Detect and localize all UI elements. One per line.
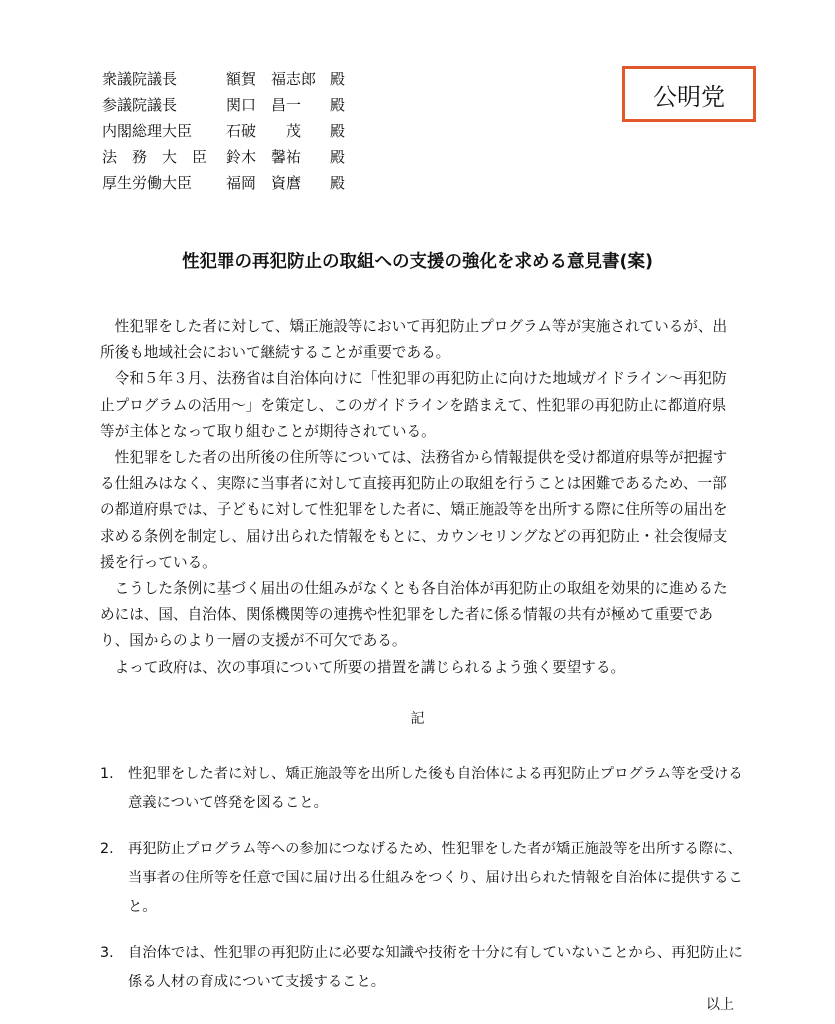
addressee-row [102, 144, 345, 170]
request-item-text: 性犯罪をした者に対し、矯正施設等を出所した後も自治体による再犯防止プログラム等を受ける意義について啓発を図ること。 [128, 766, 743, 811]
addressee-role: 法 務 大 臣 [102, 148, 208, 166]
request-items-list [100, 760, 750, 1014]
addressee-role: 厚生労働大臣 [102, 174, 193, 192]
request-item [100, 760, 750, 818]
addressee-name: 福岡 資麿 [226, 174, 302, 192]
addressee-row [102, 118, 345, 144]
request-item-number: 2. [100, 841, 114, 857]
request-item-text: 自治体では、性犯罪の再犯防止に必要な知識や技術を十分に有していないことから、再犯防止に係る人材の育成について支援すること。 [128, 945, 743, 990]
addressee-role: 衆議院議長 [102, 70, 178, 88]
addressee-name: 石破 茂 [226, 122, 302, 140]
addressee-name: 鈴木 馨祐 [226, 148, 302, 166]
addressee-row [102, 92, 345, 118]
section-marker: 記 [410, 711, 425, 727]
body-paragraph: 性犯罪をした者の出所後の住所等については、法務省から情報提供を受け都道府県等が把握する仕組みはなく、実際に当事者に対して直接再犯防止の取組を行うことは困難であるため、一部の都道府県では、子どもに対して性犯罪をした者に、矯正施設等を出所する際に住所等の届出を求める条例を制定し、届け出られた情報をもとに、カウンセリングなどの再犯防止・社会復帰支援を行っている。 [100, 449, 728, 571]
body-paragraph: 令和５年３月、法務省は自治体向けに「性犯罪の再犯防止に向けた地域ガイドライン〜再犯防止プログラムの活用〜」を策定し、このガイドラインを踏まえて、性犯罪の再犯防止に都道府県等が主体となって取り組むことが期待されている。 [100, 370, 727, 440]
document-title: 性犯罪の再犯防止の取組への支援の強化を求める意見書(案) [182, 252, 653, 272]
document-body [100, 314, 740, 681]
addressee-honorific: 殿 [330, 148, 346, 166]
addressee-name: 関口 昌一 [226, 96, 302, 114]
request-item-number: 1. [100, 766, 114, 782]
addressee-row [102, 170, 345, 196]
addressee-honorific: 殿 [330, 70, 346, 88]
addressee-row [102, 66, 345, 92]
addressee-honorific: 殿 [330, 96, 346, 114]
body-paragraph: よって政府は、次の事項について所要の措置を講じられるよう強く要望する。 [114, 658, 626, 676]
request-item-text: 再犯防止プログラム等への参加につなげるため、性犯罪をした者が矯正施設等を出所する際に、当事者の住所等を任意で国に届け出る仕組みをつくり、届け出られた情報を自治体に提供すること。 [128, 841, 743, 915]
addressee-role: 参議院議長 [102, 96, 178, 114]
body-paragraph: 性犯罪をした者に対して、矯正施設等において再犯防止プログラム等が実施されているが、出所後も地域社会において継続することが重要である。 [100, 318, 728, 362]
addressee-honorific: 殿 [330, 174, 346, 192]
addressee-list [102, 66, 345, 196]
request-item-number: 3. [100, 945, 114, 961]
addressee-honorific: 殿 [330, 122, 346, 140]
addressee-role: 内閣総理大臣 [102, 122, 193, 140]
party-label: 公明党 [653, 82, 725, 111]
request-item [100, 939, 750, 997]
body-paragraph: こうした条例に基づく届出の仕組みがなくとも各自治体が再犯防止の取組を効果的に進めるためには、国、自治体、関係機関等の連携や性犯罪をした者に係る情報の共有が極めて重要であり、国からのより一層の支援が不可欠である。 [100, 580, 728, 650]
request-item [100, 835, 750, 922]
addressee-name: 額賀 福志郎 [226, 70, 317, 88]
closing-mark: 以上 [706, 997, 734, 1013]
party-label-box [622, 66, 756, 122]
